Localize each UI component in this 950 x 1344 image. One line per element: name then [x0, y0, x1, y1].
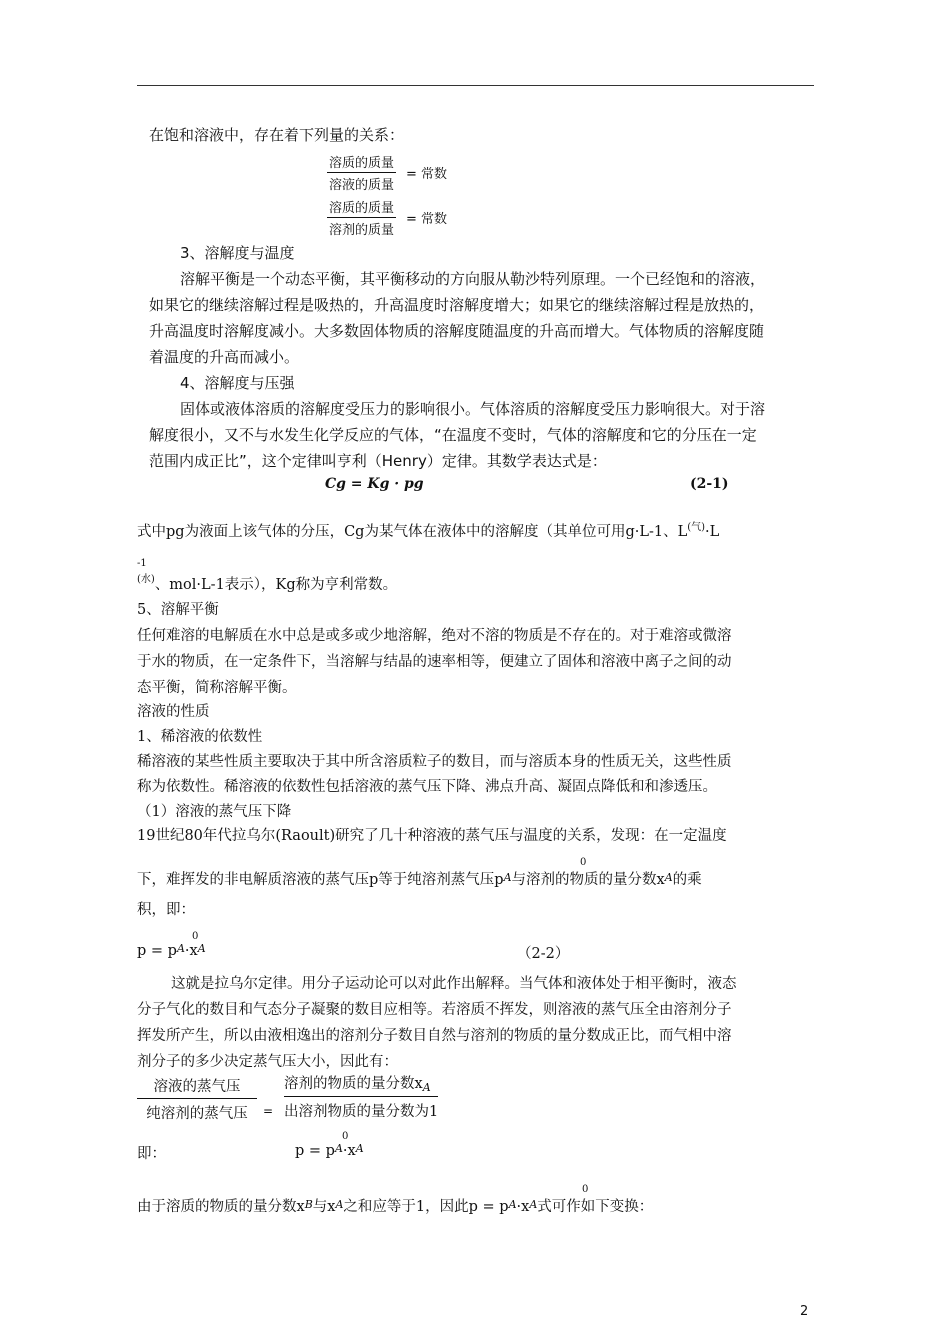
- paragraph-line: [137, 1195, 653, 1216]
- subscript: A: [503, 871, 512, 884]
- subscript: B: [304, 1198, 313, 1211]
- text-run: p = p: [295, 1143, 335, 1159]
- paragraph-line: 称为依数性。稀溶液的依数性包括溶液的蒸气压下降、沸点升高、凝固点降低和和渗透压。: [137, 779, 717, 795]
- text-run: ·L: [705, 524, 720, 540]
- text-run: 与溶剂的物质的量分数x: [511, 872, 665, 888]
- paragraph-line: [137, 868, 702, 889]
- superscript: -1: [137, 558, 147, 569]
- text-run: 之和应等于1，因此p = p: [343, 1199, 509, 1215]
- fraction-solute-solvent: [327, 197, 447, 238]
- subscript: (水): [137, 574, 155, 585]
- superscript: 0: [582, 1184, 589, 1195]
- page-number: 2: [800, 1304, 809, 1319]
- subscript: A: [335, 1198, 344, 1211]
- fraction-solute-solution: [327, 152, 447, 193]
- paragraph-line: 稀溶液的某些性质主要取决于其中所含溶质粒子的数目，而与溶质本身的性质无关，这些性质: [137, 754, 732, 770]
- text-run: p = p: [137, 943, 177, 959]
- henry-equation: Cg = Kg · pg: [325, 476, 424, 492]
- subscript: A: [664, 871, 673, 884]
- fraction-denominator: 纯溶剂的蒸气压: [146, 1106, 248, 1122]
- ji-label: 即：: [137, 1146, 166, 1162]
- text-run: ·x: [516, 1199, 530, 1215]
- text-run: 式中pg为液面上该气体的分压，Cg为某气体在液体中的溶解度（其单位可用g·L-1、L: [137, 524, 688, 540]
- section-heading: 1、稀溶液的依数性: [137, 729, 263, 745]
- paragraph-line: 这就是拉乌尔定律。用分子运动论可以对此作出解释。当气体和液体处于相平衡时，液态: [171, 976, 737, 992]
- superscript: (气): [687, 522, 706, 533]
- section-heading: 溶液的性质: [137, 704, 210, 720]
- fraction-numerator: 溶质的质量: [327, 152, 396, 173]
- header-rule: [137, 85, 814, 86]
- raoult-equation-repeat: [295, 1142, 364, 1159]
- fraction-numerator: [284, 1072, 438, 1097]
- text-run: 的乘: [672, 872, 702, 888]
- section-heading-3: 3、溶解度与温度: [180, 244, 295, 262]
- text-run: 下，难挥发的非电解质溶液的蒸气压p等于纯溶剂蒸气压p: [137, 872, 504, 888]
- section-heading: （1）溶液的蒸气压下降: [137, 804, 292, 820]
- text-run: 与x: [312, 1199, 336, 1215]
- paragraph-line: 升高温度时溶解度减小。大多数固体物质的溶解度随温度的升高而增大。气体物质的溶解度随: [149, 322, 765, 340]
- subscript: A: [529, 1198, 538, 1211]
- subscript: A: [334, 1142, 343, 1155]
- equation-label: (2-1): [690, 476, 729, 492]
- paragraph-line: 19世纪80年代拉乌尔(Raoult)研究了几十种溶液的蒸气压与温度的关系，发现：在一定温度: [137, 828, 727, 844]
- fraction-equals: =: [263, 1104, 274, 1118]
- fraction-denominator: 出溶剂物质的量分数为1: [284, 1104, 439, 1120]
- subscript: A: [197, 942, 206, 955]
- subscript: A: [508, 1198, 517, 1211]
- section-heading-4: 4、溶解度与压强: [180, 374, 295, 392]
- subscript: A: [422, 1081, 431, 1094]
- section-heading-5: 5、溶解平衡: [137, 602, 219, 618]
- text-run: 、mol·L-1表示），Kg称为亨利常数。: [154, 577, 398, 593]
- paragraph-line: 固体或液体溶质的溶解度受压力的影响很小。气体溶质的溶解度受压力影响很大。对于溶: [180, 400, 766, 418]
- text-run: ·x: [342, 1143, 356, 1159]
- paragraph-line: 积，即：: [137, 902, 195, 918]
- fraction-equals: = 常数: [406, 167, 448, 182]
- superscript: 0: [342, 1131, 349, 1142]
- paragraph-line: 着温度的升高而减小。: [149, 348, 300, 366]
- paragraph-line: 解度很小，又不与水发生化学反应的气体，“在温度不变时，气体的溶解度和它的分压在一定: [149, 426, 757, 444]
- fraction-equals: = 常数: [406, 212, 448, 227]
- paragraph-line: 溶解平衡是一个动态平衡，其平衡移动的方向服从勒沙特列原理。一个已经饱和的溶液，: [180, 270, 766, 288]
- text-run: 溶剂的物质的量分数x: [284, 1076, 423, 1092]
- subscript: A: [355, 1142, 364, 1155]
- paragraph-line: 任何难溶的电解质在水中总是或多或少地溶解，绝对不溶的物质是不存在的。对于难溶或微溶: [137, 628, 732, 644]
- text-run: ·x: [184, 943, 198, 959]
- fraction-denominator: 溶液的质量: [329, 178, 395, 193]
- paragraph-line: 挥发所产生，所以由液相逸出的溶剂分子数目自然与溶剂的物质的量分数成正比，而气相中溶: [137, 1028, 732, 1044]
- paragraph-line: 如果它的继续溶解过程是吸热的，升高温度时溶解度增大；如果它的继续溶解过程是放热的，: [149, 296, 765, 314]
- fraction-mole-ratio: [284, 1072, 438, 1121]
- fraction-vp-ratio: [137, 1075, 257, 1123]
- subscript: A: [176, 942, 185, 955]
- superscript: 0: [192, 931, 199, 942]
- fraction-denominator: 溶剂的质量: [329, 223, 395, 238]
- text-run: 式可作如下变换：: [537, 1199, 654, 1215]
- paragraph-line: 剂分子的多少决定蒸气压大小，因此有：: [137, 1054, 398, 1070]
- intro-text: 在饱和溶液中，存在着下列量的关系：: [149, 126, 405, 144]
- equation-label: （2-2）: [517, 946, 570, 962]
- superscript: 0: [580, 857, 587, 868]
- paragraph-line: 分子气化的数目和气态分子凝聚的数目应相等。若溶质不挥发，则溶液的蒸气压全由溶剂分子: [137, 1002, 732, 1018]
- fraction-numerator: 溶质的质量: [327, 197, 396, 218]
- paragraph-line: 范围内成正比”，这个定律叫亨利（Henry）定律。其数学表达式是：: [149, 452, 607, 470]
- paragraph-line: [137, 518, 719, 541]
- paragraph-line: 态平衡，简称溶解平衡。: [137, 680, 297, 696]
- fraction-numerator: 溶液的蒸气压: [137, 1075, 257, 1099]
- paragraph-line: 于水的物质，在一定条件下，当溶解与结晶的速率相等，便建立了固体和溶液中离子之间的动: [137, 654, 732, 670]
- raoult-equation: [137, 942, 206, 959]
- text-run: 由于溶质的物质的量分数x: [137, 1199, 305, 1215]
- paragraph-line: [137, 570, 397, 594]
